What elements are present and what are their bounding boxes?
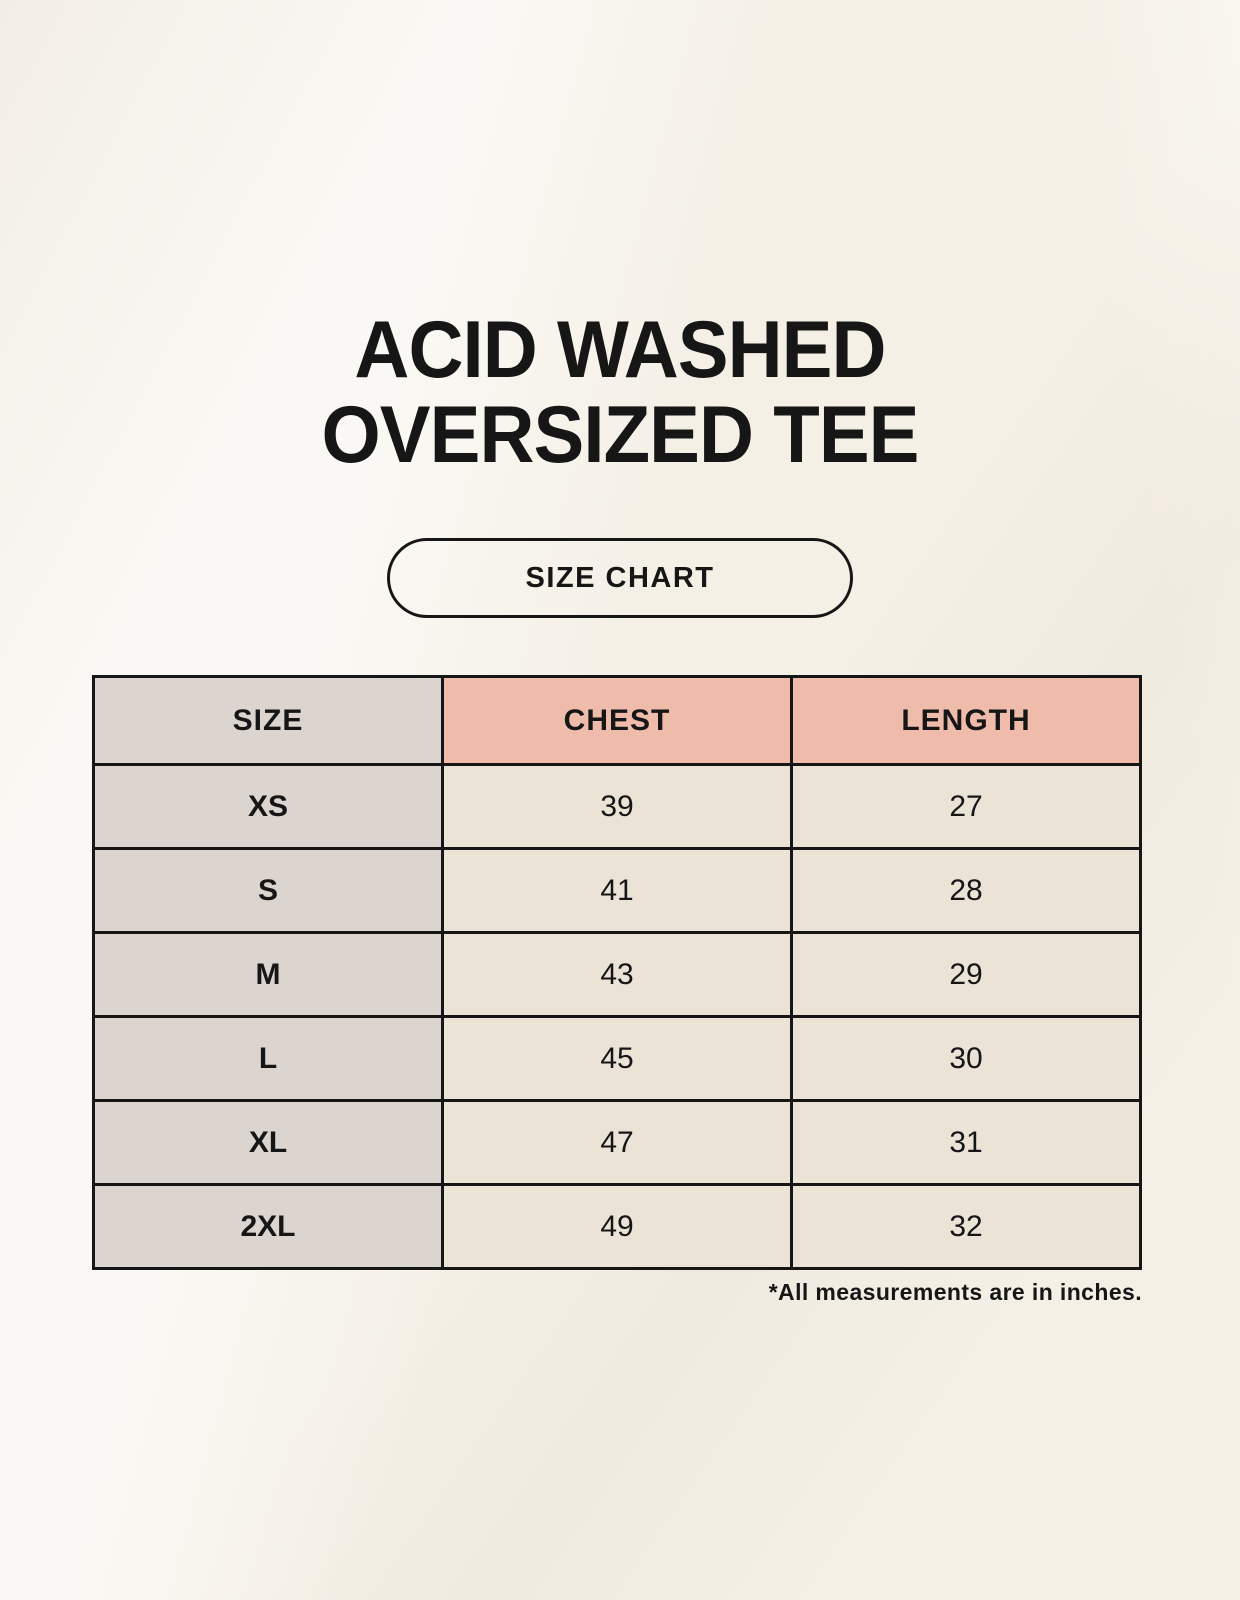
length-value-cell: 28 (792, 849, 1141, 933)
chest-value-cell: 39 (443, 765, 792, 849)
chest-value-cell: 45 (443, 1017, 792, 1101)
size-chart-table (92, 675, 1142, 1270)
table-row-2xl (94, 1185, 1141, 1269)
table-row-s (94, 849, 1141, 933)
chest-value-cell: 49 (443, 1185, 792, 1269)
chest-value-cell: 41 (443, 849, 792, 933)
size-label-cell: XL (94, 1101, 443, 1185)
column-header-length: LENGTH (792, 677, 1141, 765)
chest-value-cell: 43 (443, 933, 792, 1017)
length-value-cell: 30 (792, 1017, 1141, 1101)
column-header-chest: CHEST (443, 677, 792, 765)
column-header-size: SIZE (94, 677, 443, 765)
table-row-xl (94, 1101, 1141, 1185)
length-value-cell: 31 (792, 1101, 1141, 1185)
chest-value-cell: 47 (443, 1101, 792, 1185)
product-title-line-1: ACID WASHED (354, 305, 886, 395)
size-label-cell: L (94, 1017, 443, 1101)
product-title (37, 0, 1203, 481)
length-value-cell: 27 (792, 765, 1141, 849)
size-label-cell: 2XL (94, 1185, 443, 1269)
table-row-l (94, 1017, 1141, 1101)
size-label-cell: XS (94, 765, 443, 849)
table-row-m (94, 933, 1141, 1017)
header-row (94, 677, 1141, 765)
length-value-cell: 32 (792, 1185, 1141, 1269)
product-title-line-2: OVERSIZED TEE (321, 390, 919, 481)
table-row-xs (94, 765, 1141, 849)
size-label-cell: S (94, 849, 443, 933)
size-label-cell: M (94, 933, 443, 1017)
measurements-footnote: *All measurements are in inches. (768, 1279, 1142, 1306)
size-chart-button[interactable]: SIZE CHART (387, 538, 853, 618)
length-value-cell: 29 (792, 933, 1141, 1017)
